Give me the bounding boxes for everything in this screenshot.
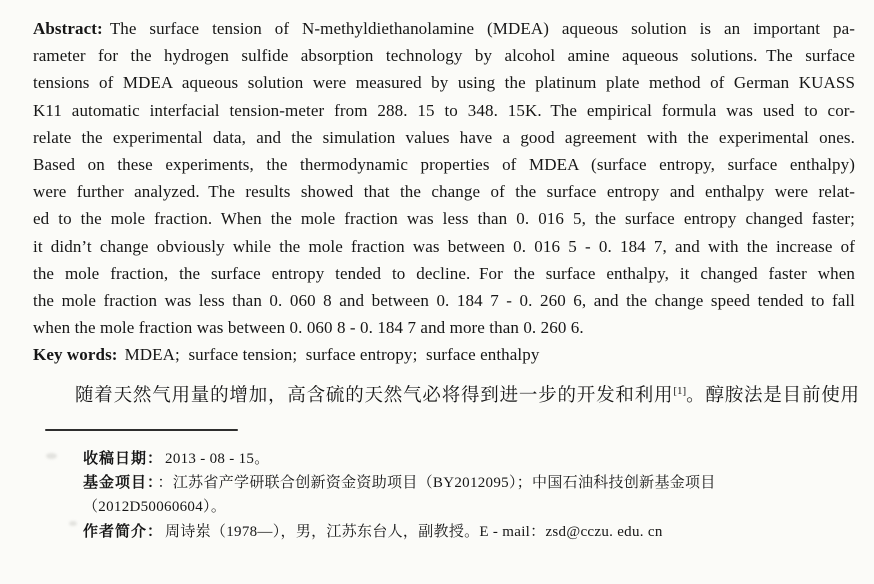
author-bio-label: 作者简介： <box>83 523 164 540</box>
footnote-author-bio <box>83 520 855 544</box>
abstract-line: K11 automatic interfacial tension-meter from 288. 15 to 348. 15K. The empirical formula was used to cor- <box>33 100 855 120</box>
abstract-last-line: when the mole fraction was between 0. 060 8 - 0. 184 7 and more than 0. 260 6. <box>33 318 584 338</box>
footnote-rule <box>45 429 238 431</box>
received-date-value: 2013 - 08 - 15。 <box>165 451 270 467</box>
author-bio-value: 周诗岽（1978—），男，江苏东台人，副教授。E - mail： <box>165 523 546 540</box>
scan-artifact <box>46 453 57 459</box>
abstract-first-line-text: The surface tension of N-methyldiethanolamine (MDEA) aqueous solution is an important pa- <box>109 19 855 38</box>
abstract-line: it didn’t change obviously while the mole fraction was between 0. 016 5 - 0. 184 7, and with the increase of <box>33 236 855 256</box>
chinese-right-fragment <box>442 381 860 407</box>
abstract-line: ed to the mole fraction. When the mole fraction was less than 0. 016 5, the surface entropy changed faster; <box>33 209 855 229</box>
abstract-section <box>33 15 855 369</box>
abstract-line: were further analyzed. The results showed that the change of the surface entropy and enthalpy were relat- <box>33 182 855 202</box>
fund-project-label: 基金项目： <box>83 475 156 492</box>
chinese-right-text-after: 。醇胺法是目前使用 <box>686 386 860 406</box>
abstract-first-line <box>33 15 855 42</box>
chinese-left-fragment: 随着天然气用量的增加，高含硫的天然气必 <box>75 386 442 406</box>
chinese-right-text: 将得到进一步的开发和利用 <box>441 386 674 406</box>
keywords-text: MDEA; surface tension; surface entropy; surface enthalpy <box>124 345 540 365</box>
abstract-line: relate the experimental data, and the simulation values have a good agreement with the experimental ones. <box>33 127 855 147</box>
keywords-line <box>33 341 855 368</box>
abstract-line: rameter for the hydrogen sulfide absorption technology by alcohol amine aqueous solutions. The surface <box>33 46 855 66</box>
received-date-label: 收稿日期： <box>83 451 164 467</box>
keywords-label: Key words: <box>33 345 118 365</box>
footnote-received-date <box>83 447 855 471</box>
citation-ref: [1] <box>673 384 687 397</box>
author-email: zsd@cczu. edu. cn <box>545 523 663 540</box>
chinese-paragraph <box>33 381 860 407</box>
fund-project-value: ：江苏省产学研联合创新资金资助项目（BY2012095）；中国石油科技创新基金项目（2012D50060604）。 <box>83 475 716 516</box>
abstract-line: the mole fraction, the surface entropy tended to decline. For the surface enthalpy, it changed faster when <box>33 263 855 283</box>
scan-artifact <box>69 521 77 526</box>
footnote-section <box>83 447 855 544</box>
footnote-fund-project <box>83 471 855 519</box>
abstract-body-lines <box>33 42 855 314</box>
abstract-line: the mole fraction was less than 0. 060 8 and between 0. 184 7 - 0. 260 6, and the change speed tended to fall <box>33 291 855 311</box>
abstract-label: Abstract: <box>33 19 103 38</box>
abstract-line: Based on these experiments, the thermodynamic properties of MDEA (surface entropy, surface enthalpy) <box>33 155 855 175</box>
abstract-line: tensions of MDEA aqueous solution were measured by using the platinum plate method of German KUASS <box>33 73 855 93</box>
